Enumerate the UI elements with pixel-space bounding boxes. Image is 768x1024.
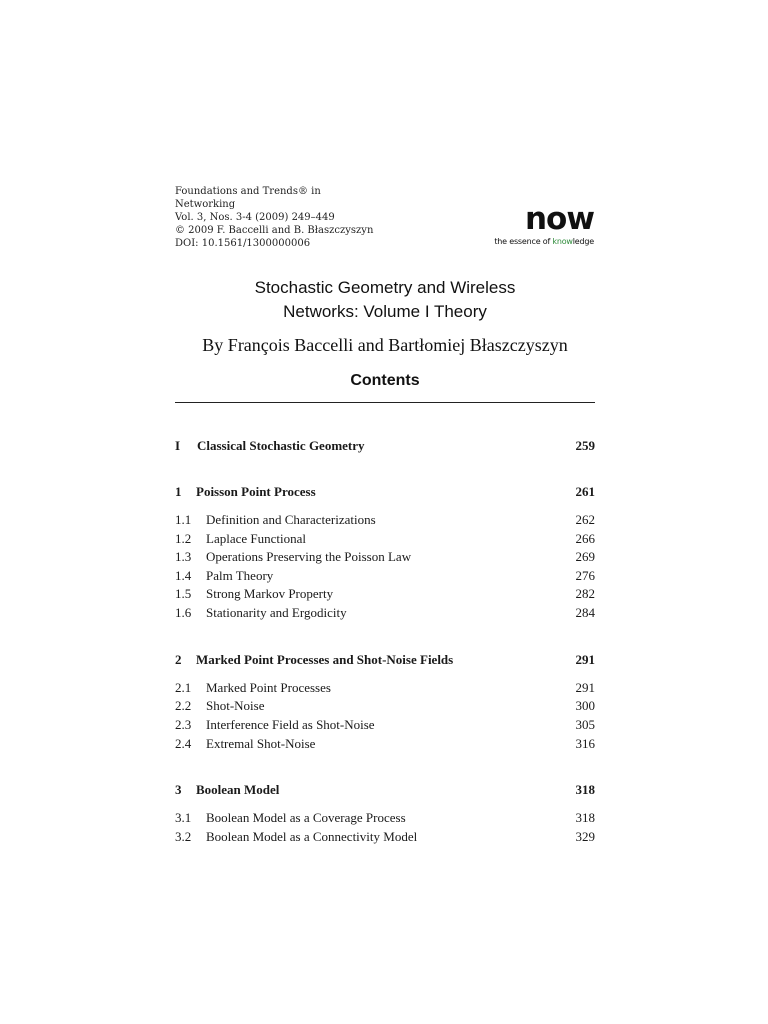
toc-page: 276 (575, 568, 595, 583)
toc-number: 1.3 (175, 549, 192, 564)
toc-number: 3 (175, 782, 182, 797)
toc-number: 2.2 (175, 698, 192, 713)
toc-page: 282 (575, 586, 595, 601)
toc-page: 291 (575, 652, 595, 667)
tagline-highlight: know (552, 237, 573, 246)
toc-number: 1.1 (175, 512, 192, 527)
toc-section-entry[interactable] (175, 604, 595, 622)
toc-label: Extremal Shot-Noise (206, 736, 316, 751)
authors-line: By François Baccelli and Bartłomiej Błaszczyszyn (202, 335, 568, 355)
contents-heading: Contents (350, 372, 420, 389)
toc-page: 261 (575, 484, 595, 499)
doi-line: DOI: 10.1561/1300000006 (175, 238, 311, 249)
monograph-title (175, 276, 595, 324)
toc-page: 316 (575, 736, 595, 751)
toc-label: Classical Stochastic Geometry (197, 438, 365, 453)
toc-section-entry[interactable] (175, 530, 595, 548)
toc-section-entry[interactable] (175, 809, 595, 827)
toc-page: 259 (575, 438, 595, 453)
toc-number: 1.4 (175, 568, 192, 583)
publisher-logo (490, 203, 598, 251)
toc-page: 318 (575, 782, 595, 797)
toc-section-entry[interactable] (175, 697, 595, 715)
toc-label: Marked Point Processes and Shot-Noise Fields (196, 652, 454, 667)
logo-wordmark: now (524, 201, 594, 237)
journal-field: Networking (175, 199, 236, 210)
toc-label: Interference Field as Shot-Noise (206, 717, 375, 732)
toc-chapter-entry[interactable] (175, 781, 595, 799)
toc-number: 3.2 (175, 829, 192, 844)
toc-label: Poisson Point Process (196, 484, 316, 499)
journal-name: Foundations and Trends® in (175, 186, 321, 197)
volume-info: Vol. 3, Nos. 3-4 (2009) 249–449 (175, 212, 335, 223)
title-line-1: Stochastic Geometry and Wireless (254, 278, 516, 297)
toc-chapter-entry[interactable] (175, 483, 595, 501)
title-line-2: Networks: Volume I Theory (283, 302, 487, 321)
toc-section-entry[interactable] (175, 585, 595, 603)
toc-part-entry[interactable] (175, 437, 595, 455)
toc-label: Boolean Model as a Connectivity Model (206, 829, 418, 844)
toc-label: Boolean Model (196, 782, 280, 797)
toc-section-entry[interactable] (175, 828, 595, 846)
toc-section-entry[interactable] (175, 679, 595, 697)
toc-section-entry[interactable] (175, 548, 595, 566)
toc-page: 329 (575, 829, 595, 844)
toc-section-entry[interactable] (175, 735, 595, 753)
toc-label: Marked Point Processes (206, 680, 331, 695)
publication-info (175, 185, 373, 250)
toc-page: 300 (575, 698, 595, 713)
toc-number: 1 (175, 484, 182, 499)
toc-label: Laplace Functional (206, 531, 306, 546)
toc-label: Stationarity and Ergodicity (206, 605, 347, 620)
toc-page: 284 (575, 605, 595, 620)
toc-page: 269 (575, 549, 595, 564)
toc-label: Boolean Model as a Coverage Process (206, 810, 406, 825)
logo-tagline (494, 237, 594, 246)
toc-page: 305 (575, 717, 595, 732)
toc-section-entry[interactable] (175, 511, 595, 529)
toc-page: 262 (575, 512, 595, 527)
toc-label: Operations Preserving the Poisson Law (206, 549, 412, 564)
toc-page: 291 (575, 680, 595, 695)
toc-number: 2.1 (175, 680, 192, 695)
toc-section-entry[interactable] (175, 716, 595, 734)
heading-rule (175, 402, 595, 403)
toc-page: 266 (575, 531, 595, 546)
toc-number: 1.6 (175, 605, 192, 620)
toc-page: 318 (575, 810, 595, 825)
toc-label: Definition and Characterizations (206, 512, 376, 527)
toc-number: 2.4 (175, 736, 192, 751)
toc-number: 3.1 (175, 810, 192, 825)
tagline-pre: the essence of (494, 237, 553, 246)
toc-chapter-entry[interactable] (175, 651, 595, 669)
toc-section-entry[interactable] (175, 567, 595, 585)
toc-number: 1.5 (175, 586, 192, 601)
toc-number: 2.3 (175, 717, 192, 732)
tagline-post: ledge (572, 237, 594, 246)
toc-label: Strong Markov Property (206, 586, 334, 601)
copyright-line: © 2009 F. Baccelli and B. Błaszczyszyn (175, 225, 374, 236)
toc-label: Palm Theory (206, 568, 274, 583)
toc-label: Shot-Noise (206, 698, 265, 713)
toc-number: 1.2 (175, 531, 192, 546)
toc-number: 2 (175, 652, 182, 667)
toc-number: I (175, 438, 181, 453)
